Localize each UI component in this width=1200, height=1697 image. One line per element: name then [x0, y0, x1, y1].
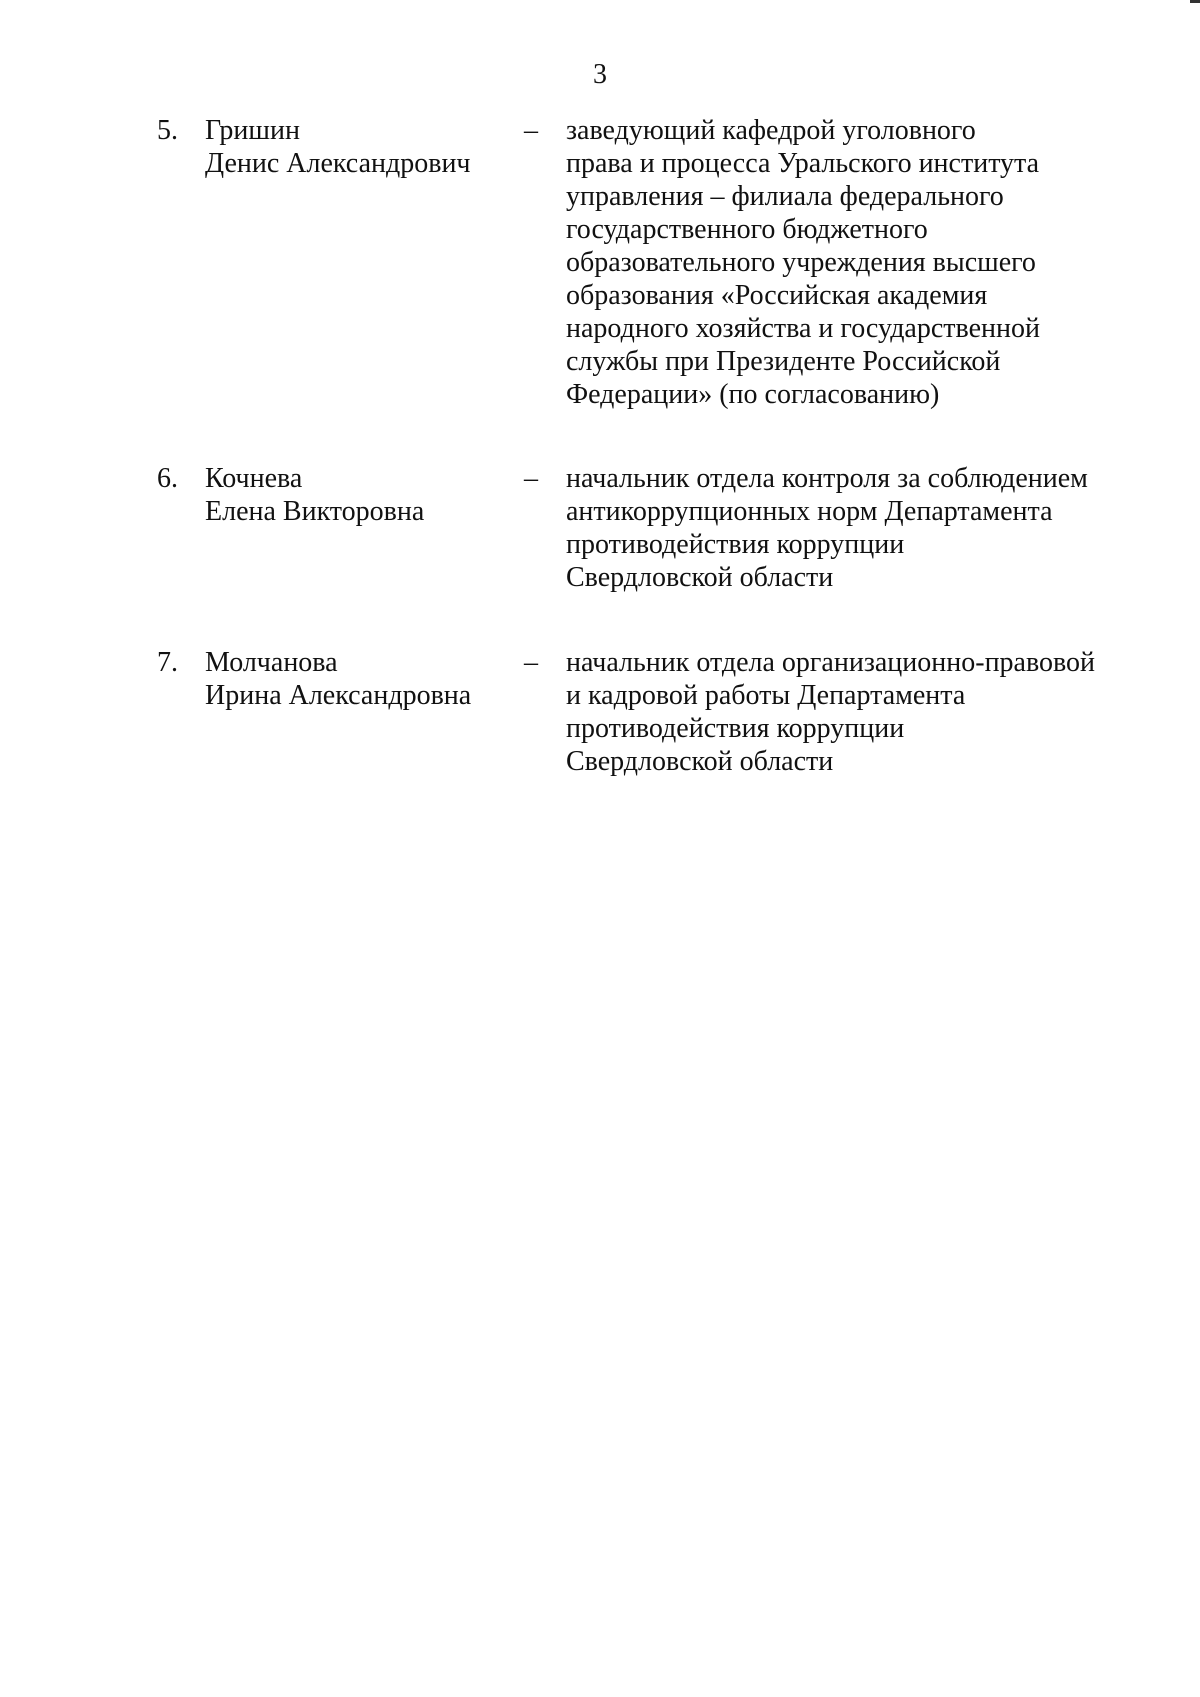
position-line: государственного бюджетного [566, 214, 928, 245]
entry-dash: – [524, 647, 538, 678]
entry-dash: – [524, 463, 538, 494]
entry-number: 7. [157, 647, 178, 678]
member-name [205, 114, 505, 180]
position-line: образования «Российская академия [566, 280, 988, 311]
position-line: Федерации» (по согласованию) [566, 379, 940, 410]
scan-corner-mark [1190, 0, 1200, 3]
member-name [205, 646, 505, 712]
page-number: 3 [593, 59, 607, 90]
member-given-names: Денис Александрович [205, 148, 471, 179]
position-line: начальник отдела контроля за соблюдением [566, 463, 1088, 494]
position-line: народного хозяйства и государственной [566, 313, 1040, 344]
position-line: права и процесса Уральского института [566, 148, 1040, 179]
entry-dash: – [524, 115, 538, 146]
member-position [566, 462, 1126, 594]
position-line: Свердловской области [566, 746, 834, 777]
position-line: образовательного учреждения высшего [566, 247, 1036, 278]
member-surname: Гришин [205, 115, 300, 146]
member-surname: Кочнева [205, 463, 303, 494]
position-line: противодействия коррупции [566, 713, 905, 744]
position-line: противодействия коррупции [566, 529, 905, 560]
position-line: антикоррупционных норм Департамента [566, 496, 1053, 527]
member-surname: Молчанова [205, 647, 338, 678]
position-line: Свердловской области [566, 562, 834, 593]
member-name [205, 462, 505, 528]
position-line: начальник отдела организационно-правовой [566, 647, 1096, 678]
position-line: службы при Президенте Российской [566, 346, 1001, 377]
position-line: и кадровой работы Департамента [566, 680, 966, 711]
entry-number: 6. [157, 463, 178, 494]
position-line: управления – филиала федерального [566, 181, 1004, 212]
member-given-names: Ирина Александровна [205, 680, 472, 711]
member-given-names: Елена Викторовна [205, 496, 425, 527]
position-line: заведующий кафедрой уголовного [566, 115, 976, 146]
member-position [566, 646, 1126, 778]
entry-number: 5. [157, 115, 178, 146]
member-position [566, 114, 1126, 411]
